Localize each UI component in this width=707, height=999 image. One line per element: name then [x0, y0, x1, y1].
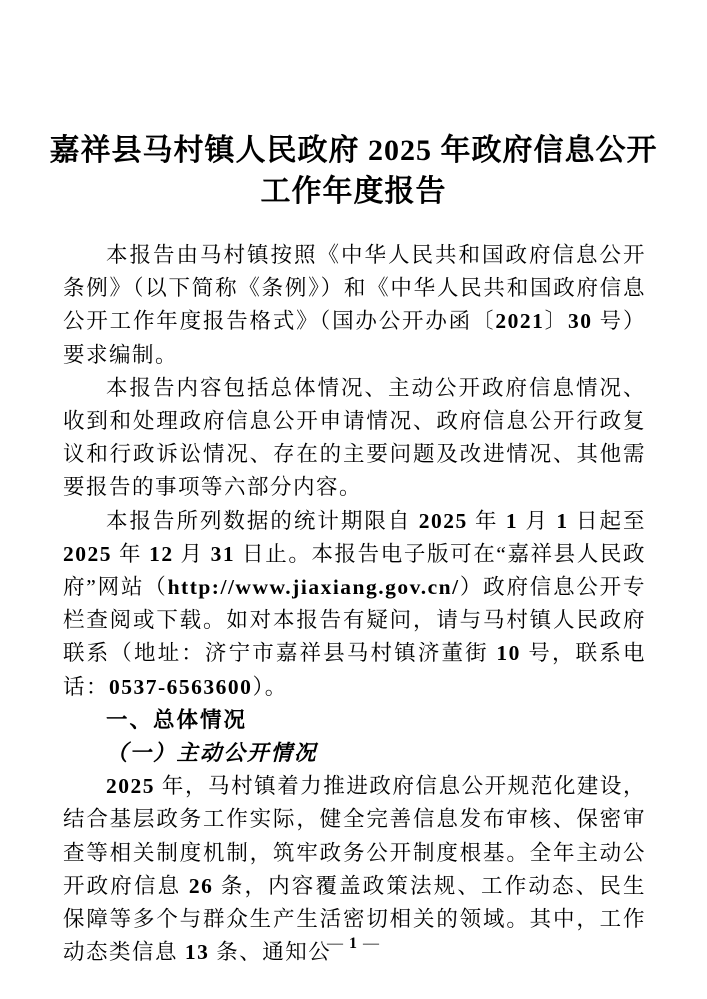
text-segment: 条、通知公: [209, 940, 332, 965]
body-paragraph: [63, 505, 646, 704]
text-segment: ）。: [252, 674, 288, 699]
text-segment: 日起至: [568, 508, 646, 533]
text-segment: 本报告所列数据的统计期限自: [106, 508, 419, 533]
page-footer: [0, 935, 707, 953]
text-segment: 年: [112, 541, 150, 566]
bold-text-segment: 13: [184, 940, 210, 965]
body-paragraph: [63, 372, 646, 505]
text-segment: 号）要求编制。: [63, 309, 646, 367]
footer-dash-left: —: [327, 935, 344, 952]
bold-text-segment: 10: [496, 641, 521, 666]
subsection-heading: [63, 737, 646, 770]
document-body: [63, 239, 646, 969]
bold-text-segment: http://www.jiaxiang.gov.cn/: [167, 575, 460, 600]
bold-text-segment: 2025: [63, 541, 112, 566]
text-segment: 号，联系电话：: [63, 641, 646, 699]
bold-text-segment: 0537-6563600: [109, 674, 253, 699]
text-segment: 本报告内容包括总体情况、主动公开政府信息情况、收到和处理政府信息公开申请情况、政府信息公开行政复议和行政诉讼情况、存在的主要问题及改进情况、其他需要报告的事项等六部分内容。: [63, 375, 646, 500]
bold-text-segment: 12: [149, 541, 174, 566]
body-paragraph: [63, 239, 646, 372]
bold-text-segment: 1: [505, 508, 519, 533]
text-segment: 月: [173, 541, 211, 566]
bold-text-segment: 26: [188, 873, 214, 898]
text-segment: 条，内容覆盖政策法规、工作动态、民生保障等多个与群众生产生活密切相关的领域。其中，工作动态类信息: [63, 873, 646, 965]
text-segment: 年，马村镇着力推进政府信息公开规范化建设，结合基层政务工作实际，健全完善信息发布审核、保密审查等相关制度机制，筑牢政务公开制度根基。全年主动公开政府信息: [63, 774, 646, 898]
document-title-line-1: 嘉祥县马村镇人民政府 2025 年政府信息公开: [49, 134, 658, 167]
text-segment: 〕: [544, 309, 568, 334]
text-segment: 年: [467, 508, 506, 533]
text-segment: 本报告由马村镇按照《中华人民共和国政府信息公开条例》（以下简称《条例》）和《中华人民共和国政府信息公开工作年度报告格式》（国办公开办函〔: [63, 243, 646, 334]
bold-text-segment: 1: [556, 508, 569, 533]
bold-text-segment: 2025: [106, 774, 155, 799]
bold-text-segment: 2025: [418, 508, 468, 533]
document-title: [0, 0, 707, 212]
bold-text-segment: 2021: [495, 309, 545, 334]
bold-text-segment: 31: [210, 541, 236, 566]
text-segment: （一）主动公开情况: [106, 741, 318, 766]
document-title-line-2: 工作年度报告: [260, 175, 447, 208]
bold-text-segment: 30: [567, 309, 593, 334]
text-segment: ）政府信息公开专栏查阅或下载。如对本报告有疑问，请与马村镇人民政府联系（地址：济宁市嘉祥县马村镇济董街: [63, 575, 646, 666]
footer-dash-right: —: [363, 935, 380, 952]
page-number: 1: [349, 935, 358, 952]
section-heading: [63, 704, 646, 737]
text-segment: 一、总体情况: [106, 707, 248, 732]
text-segment: 日止。本报告电子版可在“嘉祥县人民政府”网站（: [63, 541, 646, 600]
text-segment: 月: [518, 508, 557, 533]
